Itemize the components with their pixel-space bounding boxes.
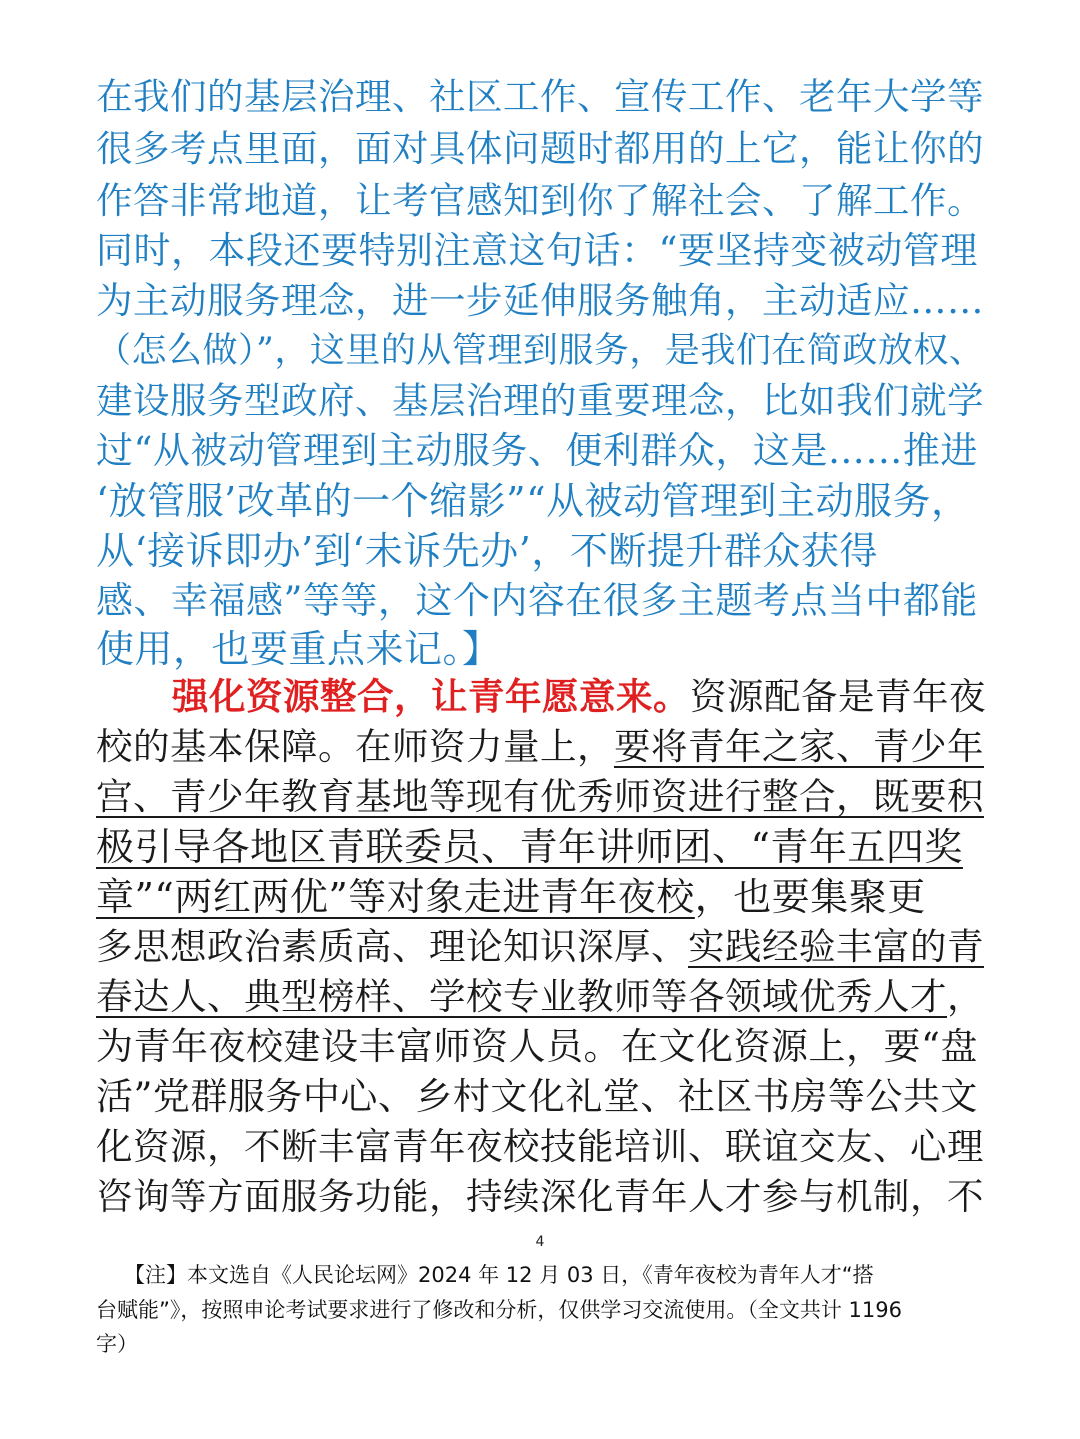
paragraph-text: ，也要集聚更	[694, 875, 926, 919]
paragraph-text: 校的基本保障。在师资力量上，	[96, 725, 614, 768]
commentary-line: 过“从被动管理到主动服务、便利群众，这是……推进	[96, 429, 978, 472]
paragraph-line: 咨询等方面服务功能，持续深化青年人才参与机制，不	[96, 1175, 984, 1218]
paragraph-line: 活”党群服务中心、乡村文化礼堂、社区书房等公共文	[96, 1075, 978, 1118]
commentary-line: 同时，本段还要特别注意这句话：“要坚持变被动管理	[96, 229, 978, 272]
paragraph-line	[96, 972, 986, 1022]
commentary-line: 建设服务型政府、基层治理的重要理念，比如我们就学	[96, 379, 984, 422]
paragraph-text: 资源配备是青年夜	[690, 675, 986, 718]
underlined-text: 实践经验丰富的青	[688, 925, 984, 968]
paragraph-text: ，	[947, 975, 984, 1018]
commentary-line: 感、幸福感”等等，这个内容在很多主题考点当中都能	[96, 579, 978, 622]
section-heading: 强化资源整合，让青年愿意来。	[172, 675, 690, 718]
commentary-line: 从‘接诉即办’到‘未诉先办’，不断提升群众获得	[96, 529, 878, 573]
footnote-line: 【注】本文选自《人民论坛网》2024 年 12 月 03 日，《青年夜校为青年人才“搭	[124, 1263, 874, 1287]
paragraph-line	[96, 872, 986, 922]
underlined-text: 要将青年之家、青少年	[614, 725, 984, 768]
footnote-line: 台赋能”》，按照申论考试要求进行了修改和分析，仅供学习交流使用。（全文共计 1196	[96, 1298, 902, 1322]
paragraph-line	[96, 672, 986, 722]
paragraph-line	[96, 922, 986, 972]
footnote-line: 字）	[96, 1332, 138, 1356]
underlined-text: 章”“两红两优”等对象走进青年夜校	[96, 875, 695, 919]
commentary-line: 作答非常地道，让考官感知到你了解社会、了解工作。	[96, 179, 984, 222]
paragraph-line	[96, 822, 986, 872]
commentary-line: 使用，也要重点来记。】	[96, 627, 501, 671]
paragraph-text: 多思想政治素质高、理论知识深厚、	[96, 925, 688, 968]
paragraph-line	[96, 772, 986, 822]
underlined-text: 宫、青少年教育基地等现有优秀师资进行整合，既要积	[96, 775, 984, 818]
underlined-text: 极引导各地区青联委员、青年讲师团、“青年五四奖	[96, 825, 963, 869]
page-number: 4	[535, 1234, 545, 1250]
paragraph-line: 为青年夜校建设丰富师资人员。在文化资源上，要“盘	[96, 1025, 978, 1068]
commentary-line: ‘放管服’改革的一个缩影”“从被动管理到主动服务，	[96, 479, 970, 523]
paragraph-line	[96, 722, 986, 772]
commentary-line: 很多考点里面，面对具体问题时都用的上它，能让你的	[96, 127, 984, 170]
commentary-line: 为主动服务理念，进一步延伸服务触角，主动适应……	[96, 279, 984, 322]
commentary-line: 在我们的基层治理、社区工作、宣传工作、老年大学等	[96, 75, 984, 118]
underlined-text: 春达人、典型榜样、学校专业教师等各领域优秀人才	[96, 975, 947, 1018]
paragraph-line: 化资源，不断丰富青年夜校技能培训、联谊交友、心理	[96, 1125, 984, 1168]
commentary-line: （怎么做）”，这里的从管理到服务，是我们在简政放权、	[96, 331, 985, 371]
